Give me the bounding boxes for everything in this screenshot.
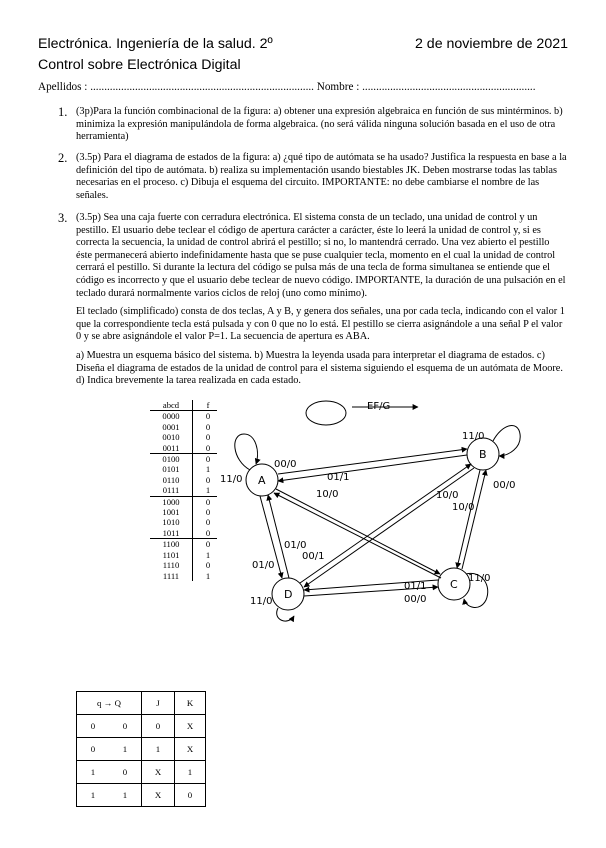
next-state-cell: 0 bbox=[109, 761, 142, 784]
arrow-c-to-a bbox=[274, 493, 441, 578]
k-input-cell: X bbox=[175, 738, 206, 761]
next-state-cell: 1 bbox=[109, 784, 142, 807]
input-combination-cell: 0010 bbox=[150, 432, 193, 442]
input-combination-cell: 1100 bbox=[150, 539, 193, 550]
table-row bbox=[150, 443, 217, 454]
question-1-number: 1. bbox=[58, 105, 68, 119]
truth-table-header-row bbox=[150, 400, 217, 411]
current-state-cell: 1 bbox=[77, 784, 110, 807]
table-row bbox=[150, 507, 217, 517]
table-row bbox=[150, 560, 217, 570]
arrow-a-self bbox=[235, 434, 258, 470]
truth-table bbox=[150, 400, 217, 581]
current-state-cell: 0 bbox=[77, 738, 110, 761]
label-a-to-c: 10/0 bbox=[316, 489, 339, 500]
output-value-cell: 0 bbox=[205, 539, 211, 550]
document-subtitle: Control sobre Electrónica Digital bbox=[38, 57, 241, 73]
state-d-label: D bbox=[284, 588, 293, 601]
jk-table-header-cell: q → Q bbox=[77, 692, 142, 715]
output-value-cell: 0 bbox=[205, 421, 211, 432]
label-a-to-b: 00/0 bbox=[274, 459, 297, 470]
truth-table-header-cell: abcd bbox=[150, 400, 193, 411]
k-input-cell: X bbox=[175, 715, 206, 738]
state-c-label: C bbox=[450, 578, 458, 591]
exam-date: 2 de noviembre de 2021 bbox=[414, 36, 568, 52]
input-combination-cell: 1110 bbox=[150, 560, 193, 570]
next-state-cell: 1 bbox=[109, 738, 142, 761]
input-combination-cell: 1111 bbox=[150, 571, 193, 581]
question-3-number: 3. bbox=[58, 211, 68, 225]
arrow-b-to-c bbox=[457, 470, 480, 568]
input-combination-cell: 1011 bbox=[150, 528, 193, 539]
output-value-cell: 0 bbox=[205, 411, 211, 422]
label-c-to-d: 01/1 bbox=[404, 581, 427, 592]
output-value-cell: 0 bbox=[193, 528, 218, 539]
table-row bbox=[150, 454, 217, 465]
legend-state-circle bbox=[306, 401, 346, 425]
input-combination-cell: 0110 bbox=[150, 475, 193, 485]
input-combination-cell: 0100 bbox=[150, 454, 193, 465]
input-combination-cell: 1010 bbox=[150, 517, 193, 527]
jk-excitation-table bbox=[76, 691, 206, 807]
arrow-d-to-b bbox=[300, 464, 471, 583]
label-b-to-a: 01/1 bbox=[327, 472, 350, 483]
label-b-self: 11/0 bbox=[462, 431, 485, 442]
output-value-cell: 0 bbox=[205, 474, 211, 485]
label-c-to-b: 10/0 bbox=[452, 502, 475, 513]
current-state-cell: 0 bbox=[77, 715, 110, 738]
table-row bbox=[150, 411, 217, 422]
arrow-b-to-a bbox=[278, 455, 467, 481]
table-row bbox=[77, 738, 206, 761]
arrow-a-to-c bbox=[276, 489, 440, 574]
table-row bbox=[150, 528, 217, 539]
j-input-cell: 1 bbox=[142, 738, 175, 761]
output-value-cell: 0 bbox=[193, 443, 218, 454]
next-state-cell: 0 bbox=[109, 715, 142, 738]
label-c-to-a: 01/0 bbox=[284, 540, 307, 551]
table-row bbox=[77, 784, 206, 807]
table-row bbox=[150, 496, 217, 507]
table-row bbox=[150, 432, 217, 442]
input-combination-cell: 1001 bbox=[150, 507, 193, 517]
arrow-a-to-b bbox=[278, 449, 467, 474]
table-row bbox=[150, 464, 217, 474]
question-2-number: 2. bbox=[58, 151, 68, 165]
input-combination-cell: 0001 bbox=[150, 422, 193, 432]
question-3-paragraph-2: El teclado (simplificado) consta de dos teclas, A y B, y genera dos señales, una por cada tecla, indicando con el valor 1 que la correspondiente tecla está pulsada y con 0 que no lo está. El pestillo se cierra asignándole a una señal P el valor 0 y se abre asignándole el valor P=1. La secuencia de apertura es ABA. bbox=[76, 306, 565, 343]
state-a-label: A bbox=[258, 474, 266, 487]
table-row bbox=[150, 422, 217, 432]
label-a-self: 11/0 bbox=[220, 474, 243, 485]
table-row bbox=[150, 475, 217, 485]
question-2-text: (3.5p) Para el diagrama de estados de la figura: a) ¿qué tipo de autómata se ha usado? Justifica la respuesta en base a la definición del tipo de autómata. b) realiza su implementación usando biestables JK. Deben mostrarse todas las tablas necesarias en el proceso. c) Dibuja el esquema del circuito. IMPORTANTE: no debe cambiarse el nombre de las señales. bbox=[76, 152, 567, 201]
legend-label: EF/G bbox=[367, 401, 391, 412]
document-title: Electrónica. Ingeniería de la salud. 2º bbox=[38, 36, 273, 52]
j-input-cell: X bbox=[142, 761, 175, 784]
output-value-cell: 1 bbox=[205, 464, 211, 475]
output-value-cell: 1 bbox=[205, 570, 211, 581]
current-state-cell: 1 bbox=[77, 761, 110, 784]
input-combination-cell: 0101 bbox=[150, 464, 193, 474]
label-d-self: 11/0 bbox=[250, 596, 273, 607]
label-c-self: 11/0 bbox=[468, 573, 491, 584]
question-3-paragraph-1: (3.5p) Sea una caja fuerte con cerradura electrónica. El sistema consta de un teclado, una unidad de control y un pestillo. El usuario debe teclear el código de apertura carácter a carácter, éste lo leerá la unidad de control y, si es correcta la secuencia, la unidad de control abrirá el pestillo; si no, lo mantendrá cerrado. Una vez abierto el pestillo éste permanecerá abierto indefinidamente hasta que se puse cualquier tecla, momento en el cual la unidad de control cerrará el pestillo. Si durante la lectura del código se pulsa más de una tecla de forma simultanea se entiende que el código es incorrecto y que el usuario debe teclear de nuevo código. IMPORTANTE, la duración de una pulsación en el teclado durará normalmente varios ciclos de reloj (uno como mínimo). bbox=[76, 212, 566, 299]
table-row bbox=[150, 571, 217, 581]
state-b-label: B bbox=[479, 448, 487, 461]
input-combination-cell: 0000 bbox=[150, 411, 193, 422]
truth-table-header-cell: f bbox=[193, 400, 218, 411]
arrow-b-self bbox=[493, 426, 520, 456]
label-a-to-d: 01/0 bbox=[252, 560, 275, 571]
table-row bbox=[77, 761, 206, 784]
output-value-cell: 1 bbox=[205, 549, 211, 560]
input-combination-cell: 1101 bbox=[150, 550, 193, 560]
name-fields-line: Apellidos : ................................................................................ Nombre : .............................................................. bbox=[38, 81, 536, 93]
state-diagram bbox=[212, 394, 530, 624]
input-combination-cell: 0011 bbox=[150, 443, 193, 454]
output-value-cell: 0 bbox=[205, 517, 211, 528]
table-row bbox=[150, 550, 217, 560]
output-value-cell: 0 bbox=[205, 507, 211, 518]
j-input-cell: 0 bbox=[142, 715, 175, 738]
table-row bbox=[150, 485, 217, 496]
question-3-body bbox=[76, 212, 568, 394]
output-value-cell: 0 bbox=[205, 496, 211, 507]
label-d-to-c: 00/0 bbox=[404, 594, 427, 605]
j-input-cell: X bbox=[142, 784, 175, 807]
table-row bbox=[150, 517, 217, 527]
label-b-to-d: 10/0 bbox=[436, 490, 459, 501]
table-row bbox=[77, 715, 206, 738]
k-input-cell: 0 bbox=[175, 784, 206, 807]
question-1-text: (3p)Para la función combinacional de la figura: a) obtener una expresión algebraica en función de sus mintérminos. b) minimiza la expresión manipulándola de forma algebraica. (no será válida ninguna solución basada en el uso de otra herramienta) bbox=[76, 106, 563, 143]
arrow-c-to-b bbox=[462, 470, 486, 569]
question-3-paragraph-3: a) Muestra un esquema básico del sistema. b) Muestra la leyenda usada para interpretar el diagrama de estados. c) Diseña el diagrama de estados de la unidad de control para el sistema siguiendo el esquema de un autómata de Moore. d) Indica brevemente la tarea realizada en cada estado. bbox=[76, 349, 563, 387]
jk-table-header-cell: J bbox=[142, 692, 175, 715]
k-input-cell: 1 bbox=[175, 761, 206, 784]
output-value-cell: 0 bbox=[205, 560, 211, 571]
label-d-to-b: 00/1 bbox=[302, 551, 325, 562]
input-combination-cell: 0111 bbox=[150, 485, 193, 496]
table-row bbox=[150, 539, 217, 550]
label-b-to-c: 00/0 bbox=[493, 480, 516, 491]
input-combination-cell: 1000 bbox=[150, 496, 193, 507]
output-value-cell: 0 bbox=[205, 432, 211, 443]
jk-table-header-row bbox=[77, 692, 206, 715]
output-value-cell: 0 bbox=[205, 454, 211, 465]
jk-table-header-cell: K bbox=[175, 692, 206, 715]
truth-table-wrapper bbox=[150, 400, 217, 581]
output-value-cell: 1 bbox=[193, 485, 218, 496]
jk-table-wrapper bbox=[76, 691, 206, 807]
